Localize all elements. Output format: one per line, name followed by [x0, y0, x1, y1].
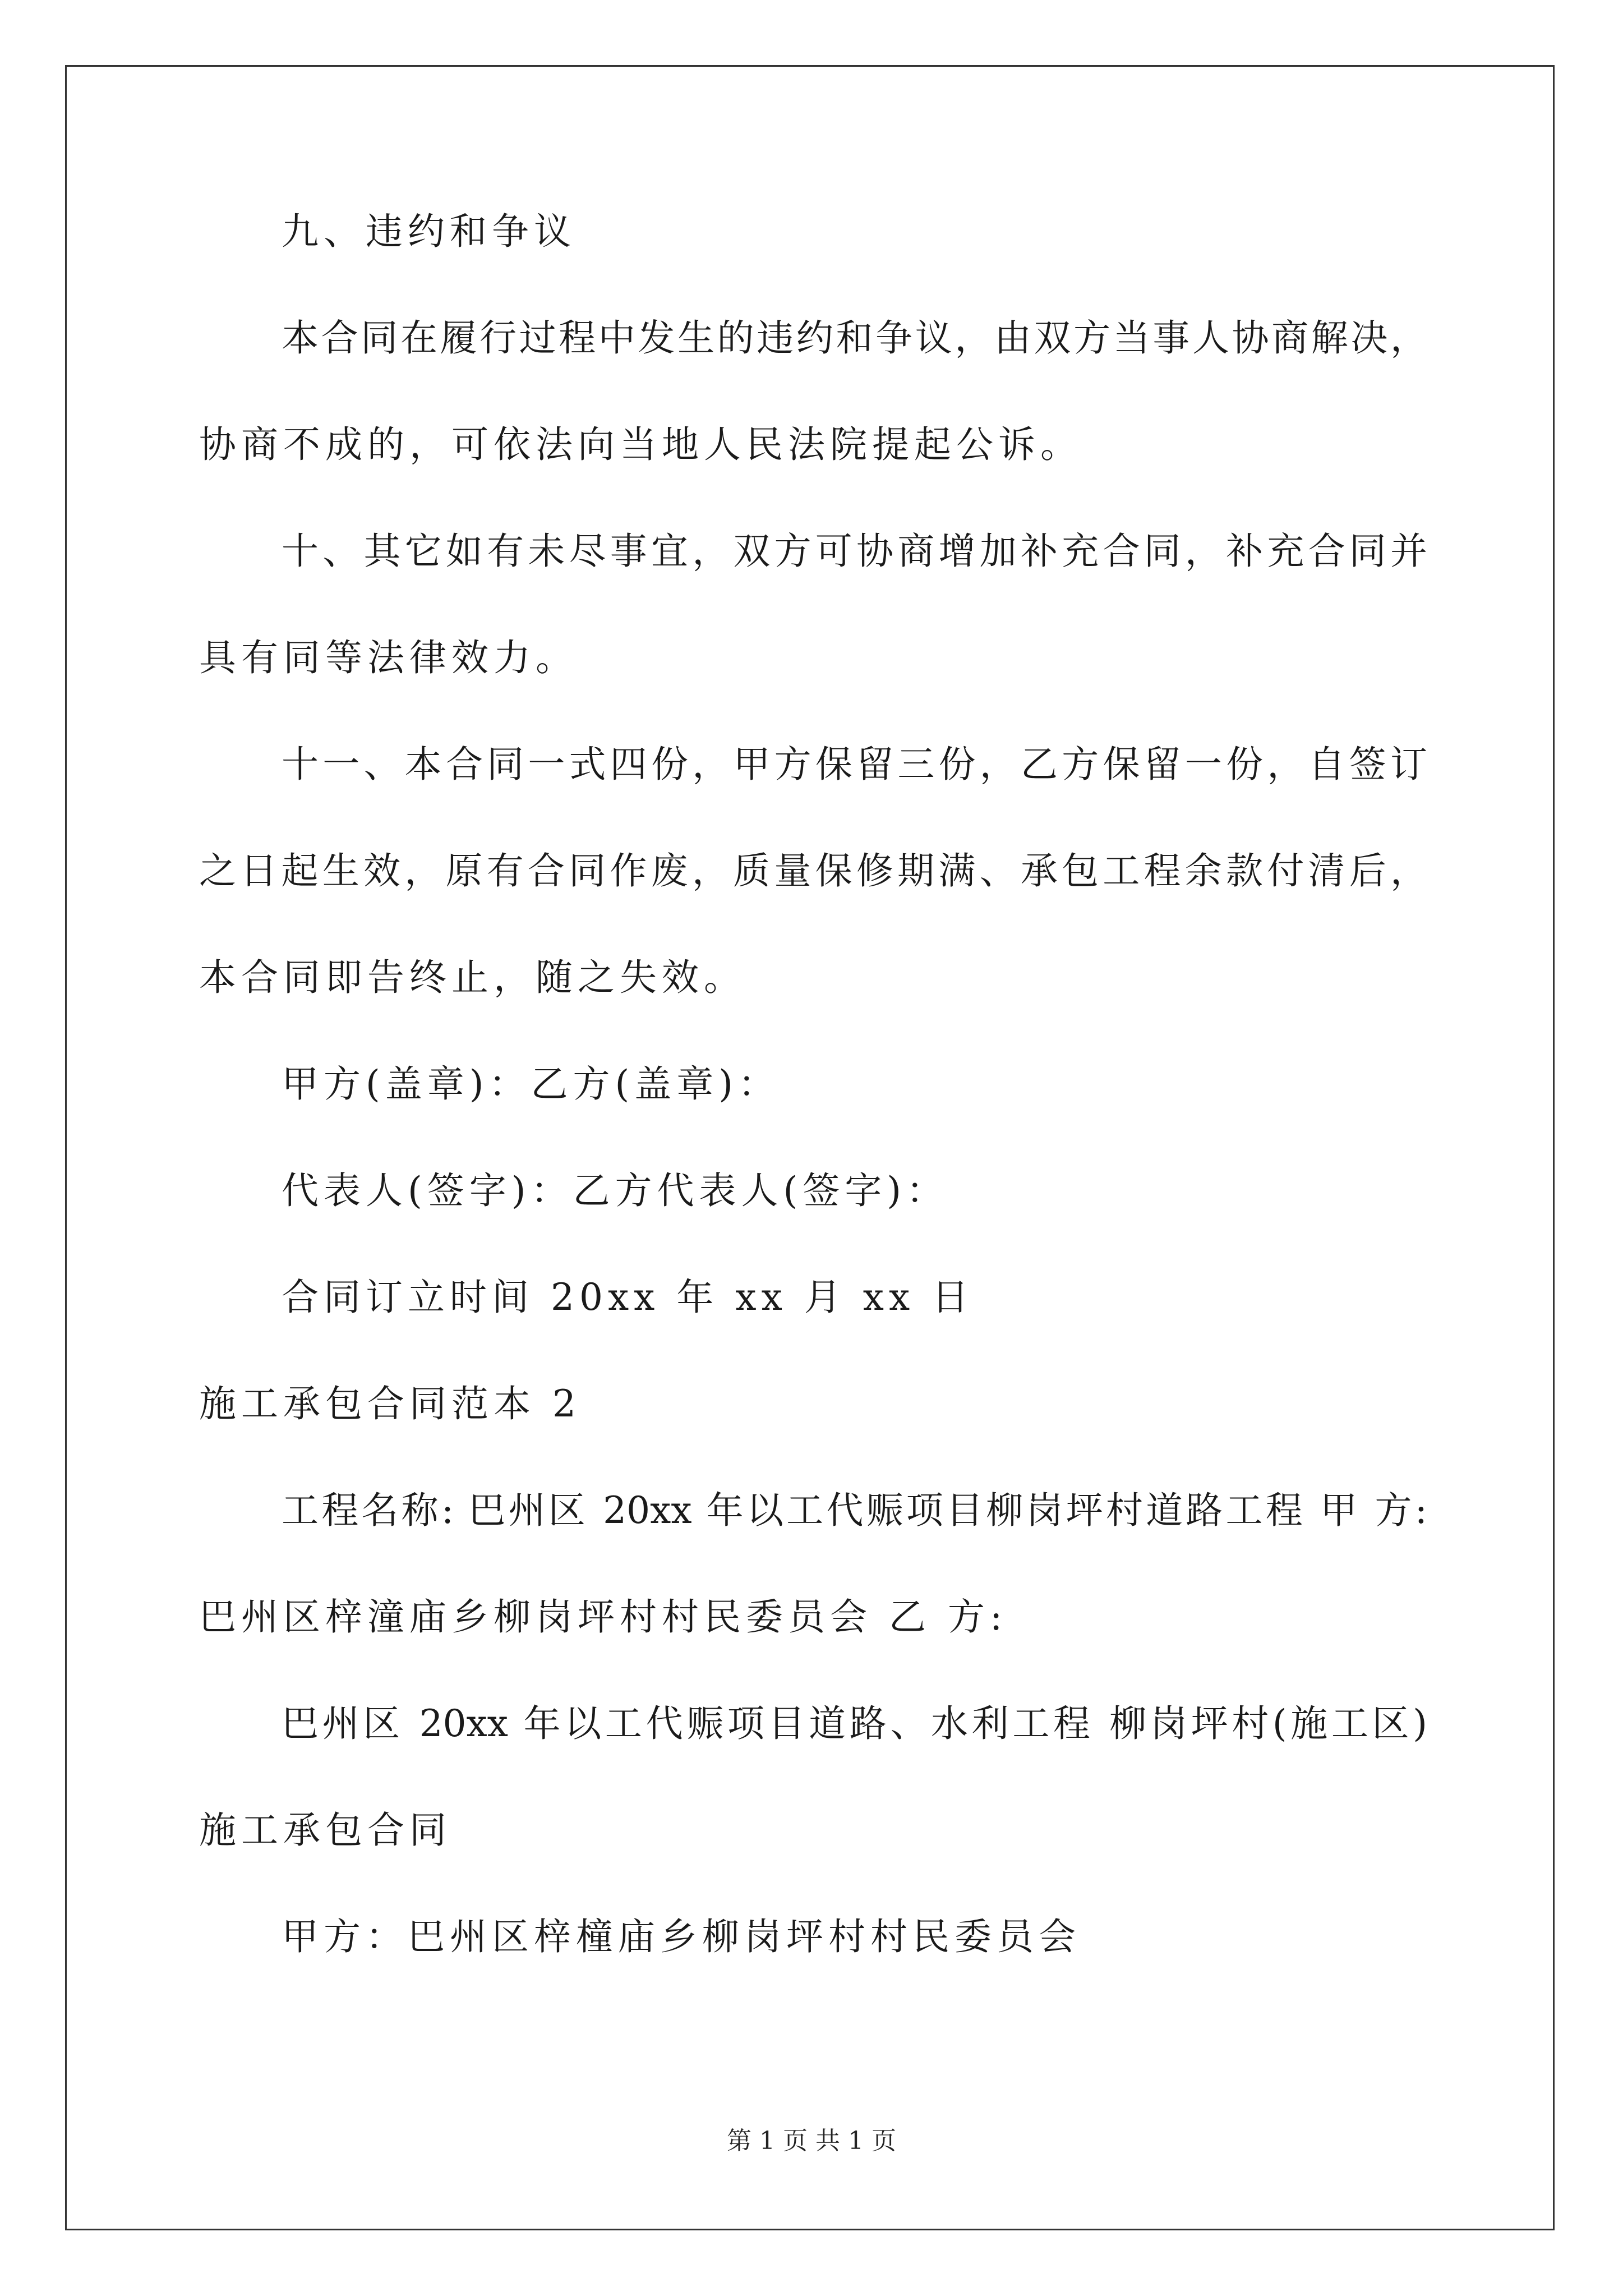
paragraph-line: 之日起生效，原有合同作废，质量保修期满、承包工程余款付清后， [199, 849, 1427, 892]
contract-title-line: 施工承包合同 [199, 1809, 451, 1852]
page-border [65, 65, 1555, 2230]
paragraph-line: 巴州区 20xx 年以工代赈项目道路、水利工程 柳岗坪村(施工区) [282, 1702, 1427, 1745]
paragraph-line: 具有同等法律效力。 [199, 636, 578, 679]
paragraph-line: 本合同即告终止，随之失效。 [199, 956, 746, 999]
document-subtitle: 施工承包合同范本 2 [199, 1382, 581, 1425]
paragraph-line: 十一、本合同一式四份，甲方保留三份，乙方保留一份，自签订 [282, 743, 1427, 786]
party-a-line: 甲方：巴州区梓橦庙乡柳岗坪村村民委员会 [282, 1915, 1081, 1958]
contract-date-line: 合同订立时间 20xx 年 xx 月 xx 日 [282, 1276, 974, 1319]
party-seal-line: 甲方(盖章)：乙方(盖章)： [282, 1062, 780, 1106]
paragraph-line: 协商不成的，可依法向当地人民法院提起公诉。 [199, 423, 1082, 466]
project-name-line: 工程名称: 巴州区 20xx 年以工代赈项目柳岗坪村道路工程 甲 方: [282, 1489, 1427, 1532]
representative-sign-line: 代表人(签字)：乙方代表人(签字)： [282, 1169, 948, 1212]
paragraph-line: 巴州区梓潼庙乡柳岗坪村村民委员会 乙 方: [199, 1595, 1008, 1639]
paragraph-line: 十、其它如有未尽事宜，双方可协商增加补充合同，补充合同并 [282, 530, 1427, 573]
section-heading-9: 九、违约和争议 [282, 210, 576, 253]
paragraph-line: 本合同在履行过程中发生的违约和争议，由双方当事人协商解决， [282, 316, 1427, 360]
page-number: 第 1 页 共 1 页 [727, 2127, 896, 2155]
